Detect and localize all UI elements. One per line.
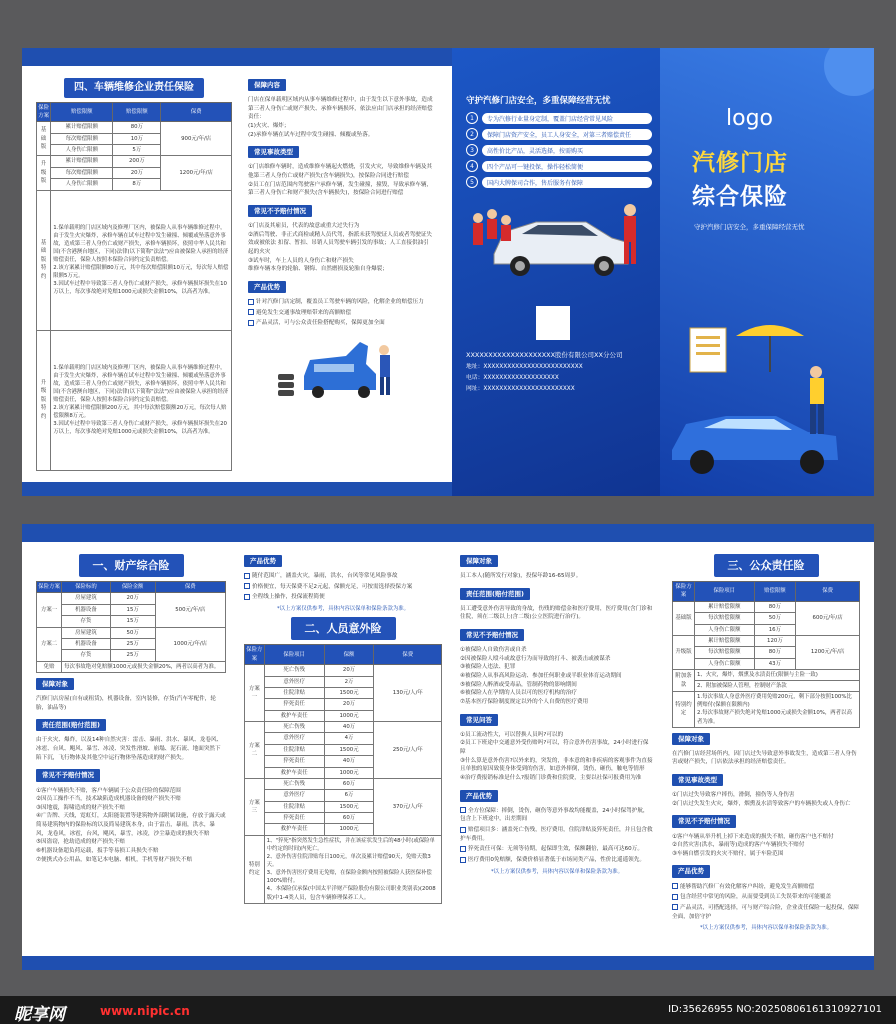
cell: 每次赔偿限额 [695, 613, 755, 624]
disclaimer: *以上方案仅供参考，具体内容以保单和保险条款为准。 [490, 868, 624, 875]
cell: 60万 [324, 778, 374, 789]
address: 地址：XXXXXXXXXXXXXXXXXXXXXXXXX [466, 364, 583, 370]
check-icon [672, 883, 678, 889]
accident-column [244, 550, 442, 950]
cell: 存货 [62, 650, 111, 661]
umbrella-car-illustration [666, 320, 852, 490]
cover-subtitle: 守护汽修门店安全，多重保障经营无忧 [694, 223, 805, 231]
special-terms: 1.每次事故人身意外医疗费用免赔200元，剩下部分按照100%比例赔付(保额在限额内) 2.每次事故财产损失绝对免赔1000元或损失金额10%，两者以高者为准。 [695, 692, 860, 727]
public-liability-column [672, 550, 860, 950]
section-title: 三、公众责任险 [714, 554, 819, 577]
property-column [36, 550, 226, 950]
feature-item [466, 112, 652, 124]
feature-item [466, 160, 652, 172]
cell: 60万 [324, 813, 374, 824]
plan-name: 基础版 [37, 122, 51, 156]
feature-item [466, 128, 652, 140]
number-badge: 1 [466, 112, 478, 124]
check-icon [672, 904, 678, 910]
cell: 40万 [324, 722, 374, 733]
cell: 15万 [110, 604, 155, 615]
cell: 4万 [324, 733, 374, 744]
content-text: 门店在保单载明区域内从事车辆维修过程中，由于发生以下意外事故，造成第三者人身伤亡或财产损失、承修车辆损坏，依法应由门店承担的经济赔偿责任： (1)火灾、爆炸； (2)承修车辆在试车过程中发生碰撞、倾覆或坠落。 [248, 97, 433, 138]
special-terms: 1.保单载明的门店区域内及修理厂区内，被保险人从事车辆维修过程中，由于发生火灾爆炸，承修车辆在试车过程中发生碰撞、倾覆或坠落意外事故，造成第三者人身伤亡或财产损失，承修车辆损坏，依照中华人民共和国(不含港澳台地区，下同)法律(以下简称"法法")应由被保险人承担的经济赔偿责任，保险人按照本保险合同约定负责赔偿。 2.该方案累计赔偿限额200万元，其中每次赔偿限额20万元，每次每人赔偿限额8万元。 3.因试车过程中导致第三者人身伤亡或财产损失，承修车辆损坏损失在20万以上，每次事故绝对免赔1000元或损失金额10%，以高者为准。 [51, 330, 232, 470]
advantage-item [460, 856, 654, 865]
cell: 10万 [113, 133, 161, 144]
section-heading: 常见问答 [460, 714, 498, 726]
deco-circle [824, 48, 874, 96]
advantage-text: 全方位保障：摔倒，烫伤，砸伤等意外事故均能覆盖，24小时保驾护航，包含上下班途中，出差期间 [460, 807, 649, 823]
cell: 住院津贴 [264, 801, 324, 812]
cell: 20万 [324, 699, 374, 710]
advantage-text: 价格便宜，每天保费不足2元起，保额充足，可按需选择投保方案 [252, 583, 413, 590]
cell: 意外医疗 [264, 790, 324, 801]
clause: 1、火灾，爆炸，烟熏及水渍责任(限额与主险一致) [695, 670, 860, 681]
cases-text: ①门店过失导致客户摔伤，滑倒，撞伤等人身伤害 ②门店过失发生火灾，爆炸，烟熏及水渍等致客户的车辆损失或人身伤亡 [672, 792, 851, 807]
cell: 累计赔偿限额 [51, 122, 113, 133]
cell: 意外医疗 [264, 733, 324, 744]
cover-car-illustration [466, 192, 646, 288]
image-id: ID:35626955 NO:20250806161310927101 [668, 1004, 882, 1015]
advantage-text: 赔偿项目多：涵盖死亡伤残，医疗费用，住院津贴及猝死责任，并且包含救护车费用。 [460, 827, 653, 842]
cover-left [466, 94, 652, 392]
advantage-text: 避免发生交通事故理赔带来的高额赔偿 [256, 309, 352, 316]
number-badge: 4 [466, 160, 478, 172]
cell: 每次赔偿限额 [51, 133, 113, 144]
th: 保险方案 [673, 582, 695, 602]
faq-text: ①员工流动性大，可以替换人员吗?可以的 ②员工下班途中交通意外受伤赔吗?可以，符合意外伤害事故，24小时进行保障 ③什么算是意外伤害?以外来的，突发的，非本意的和非疾病的客观事件为直接且单独的原因致使身体受到的伤害，如意外摔倒，烫伤，砸伤，触电等情形 ④治疗费报销标准是什么?报销门诊费和住院费，主要以社保可报费用为准 [460, 731, 653, 782]
feature-item [466, 176, 652, 188]
section-heading: 产品优势 [672, 865, 710, 877]
cell: 救护车责任 [264, 767, 324, 778]
check-icon [244, 594, 250, 600]
cell: 120万 [754, 635, 796, 646]
th: 保险标的 [62, 582, 111, 593]
feature-item [466, 144, 652, 156]
section-heading: 常见不予赔付情况 [36, 769, 100, 781]
bottom-band [22, 956, 874, 970]
fee: 500元/年/店 [155, 593, 225, 627]
cell: 40万 [324, 756, 374, 767]
website: 网址：XXXXXXXXXXXXXXXXXXXXXXX [466, 386, 575, 392]
feature-text: 高性价比产品，灵活选择，按需购买 [482, 145, 652, 156]
company-name: XXXXXXXXXXXXXXXXXXXX股份有限公司XX分公司 [466, 351, 623, 359]
fee: 130元/人/年 [374, 665, 442, 722]
advantage-text: 针对汽修门店定制，覆盖员工驾驶车辆的风险，化解企业的赔偿压力 [256, 299, 424, 306]
cell: 人身伤亡限额 [695, 658, 755, 669]
advantage-item [244, 593, 442, 602]
cell: 救护车责任 [264, 710, 324, 721]
cell: 20万 [113, 167, 161, 178]
cell: 5万 [113, 145, 161, 156]
cell: 43万 [754, 658, 796, 669]
cell: 15万 [110, 616, 155, 627]
section-heading: 保障对象 [460, 555, 498, 567]
cell: 2万 [324, 676, 374, 687]
feature-text: 四个产品可一键投保，操作轻松简便 [482, 161, 652, 172]
cell: 住院津贴 [264, 744, 324, 755]
number-badge: 5 [466, 176, 478, 188]
cell: 80万 [754, 601, 796, 612]
cell: 1500元 [324, 801, 374, 812]
cover-title-line1: 汽修门店 [692, 150, 788, 176]
th: 赔偿限额 [754, 582, 796, 602]
th: 保费 [161, 102, 232, 122]
check-icon [244, 573, 250, 579]
cell: 累计赔偿限额 [51, 156, 113, 167]
property-table [36, 581, 226, 673]
plan-name: 升级版 [37, 156, 51, 190]
th: 保险方案 [37, 582, 62, 593]
section-title: 二、人员意外险 [291, 617, 396, 640]
watermark-bar [0, 996, 896, 1024]
check-icon [248, 299, 254, 305]
th: 保险项目 [695, 582, 755, 602]
cell: 1500元 [324, 687, 374, 698]
advantage-text: 能够帮助汽修厂有效化解客户纠纷，避免发生高额赔偿 [680, 883, 815, 890]
th: 赔偿限额 [113, 102, 161, 122]
fee: 1200元/年/店 [161, 156, 232, 190]
plan-name: 基础版 [673, 601, 695, 635]
advantage-item [460, 826, 654, 843]
plan-name: 特别约定 [673, 692, 695, 727]
public-liability-table [672, 581, 860, 728]
mechanic-car-illustration [276, 330, 406, 400]
fee: 250元/人/年 [374, 722, 442, 779]
advantage-item [248, 309, 434, 318]
section-heading: 责任范围(赔付范围) [460, 588, 530, 600]
phone: 电话：XXXXXXXXXXXXXXXXXXX [466, 375, 559, 381]
advantage-item [672, 893, 860, 902]
exclusion-text: ①门店及其雇员，代表的故意或重大过失行为 ②酒后驾驶、非正式商检或精人员代驾，指派未获驾驶证人员或者驾驶证失效或被依法 扣留、暂扣、吊销人员驾驶车辆引发的事故；人工直接供油引起的火灾 ③试车时，车上人员的人身伤亡和财产损失 维修车辆本身的轮胎、钢悔、自然磨损及轮胎自身爆裂； [248, 223, 433, 273]
check-icon [460, 857, 466, 863]
object-text: 员工本人(随所发行对象)，投保年龄16-65周岁。 [460, 573, 582, 580]
cell: 6万 [324, 790, 374, 801]
cell: 1000元 [324, 710, 374, 721]
exclusion-text: ①被保险人自致伤害或自杀 ②因被保险人殴斗或故意行为而导致的打斗、被袭击或被谋杀 ③被保险人违法、犯罪 ④被保险人从事高风险运动、参加任何职业或半职业体育运动期间 ⑤被保险人醉酒或受毒品，管制药物的影响期间 ⑥被保险人在孕期的人员以可的医疗机构的治疗 ⑦基本医疗保险制度规定以外的个人自费的医疗费用 [460, 647, 622, 706]
section-heading: 常见事故类型 [248, 146, 299, 158]
cell: 50万 [110, 627, 155, 638]
advantage-item [244, 583, 442, 592]
section-heading: 常见不予赔付情况 [460, 629, 524, 641]
object-text: 在汽修门店经营场所内，因门店过失导致意外事故发生，造成第三者人身伤害或财产损失，门店依法承担的经济赔偿责任。 [672, 750, 857, 766]
section-heading: 责任范围(赔付范围) [36, 719, 106, 731]
disclaimer: *以上方案仅供参考，具体内容以保单和保险条款为准。 [699, 925, 833, 932]
cell: 意外医疗 [264, 676, 324, 687]
cell: 猝死责任 [264, 699, 324, 710]
cell: 25万 [110, 650, 155, 661]
exclusion-text: ①客户车辆从举升机上掉下来造成的损失不赔，砸伤客户也不赔付 ②自然灾害(洪水，暴雨等)造成的客户车辆损失不赔付 ③车辆自燃引发的火灾不赔付，属于车险范围 [672, 833, 834, 857]
cell: 25万 [110, 638, 155, 649]
number-badge: 3 [466, 144, 478, 156]
plan-name: 附加条款 [673, 670, 695, 692]
disclaimer: *以上方案仅供参考，具体内容以保单和保险条款为准。 [276, 606, 410, 613]
section-heading: 产品优势 [460, 790, 498, 802]
advantage-item [460, 845, 654, 854]
cases-text: ①门店维修车辆时，造成维修车辆起火燃烧，引发火灾，导致维修车辆及其他第三者人身伤亡或财产损失(含车辆损失)，按保险合同进行赔偿 ②员工在门店范围内驾驶客户承修车辆，发生碰撞，撞毁，导致承修车辆，第三者人身伤亡和财产损失(含车辆损失)，按保险合同进行赔偿 [248, 164, 433, 197]
th: 保险项目 [264, 645, 324, 665]
advantage-text: 产品灵活，可搭配选择，可与财产综合险，企业责任保险一起投保，保障全面，加倍守护 [672, 904, 860, 920]
top-band [22, 524, 874, 542]
cell: 80万 [113, 122, 161, 133]
check-icon [672, 894, 678, 900]
cell: 死亡伤残 [264, 722, 324, 733]
cell: 死亡伤残 [264, 778, 324, 789]
advantage-item [672, 883, 860, 892]
cell: 20万 [110, 593, 155, 604]
section-heading: 保障内容 [248, 79, 286, 91]
liability-detail-column [248, 74, 434, 476]
advantage-text: 包含经营中常见的风险，从而要受到员工失误带来的可能覆盖 [680, 894, 832, 901]
section-title: 一、财产综合险 [79, 554, 184, 577]
advantage-text: 全程线上操作，投保流程简便 [252, 594, 325, 601]
check-icon [460, 827, 466, 833]
plan-name: 升级版特约 [37, 330, 51, 470]
cell: 猝死责任 [264, 813, 324, 824]
brochure-outer-side [22, 48, 874, 496]
section-heading: 产品优势 [244, 555, 282, 567]
fee: 600元/年/店 [796, 601, 860, 635]
exclusion-text: ①客户车辆损失不赔，客户车辆属于公众责任险的保障范围 ②因员工操作不当，技术缺陷造成机器设备的财产损失不赔 ③因地震，海啸造成的财产损失不赔 ④广告牌、天线，霓虹灯，太阳能装置等建筑物外部附属设施，存放于露天或简易建筑物内的保险标的以及简易建筑本身，由于雷击，暴雨，洪水，暴风，龙卷风，冰雹，台风，飓风，暴雪，冰凌，沙尘暴造成的损失不赔 ⑤因盗窃，抢劫造成的财产损失不赔 ⑥机器设备超负荷运载，扳手等易损工具损失不赔 ⑦便携式办公用品，如笔记本电脑、相机，手机等财产损失不赔 [36, 787, 226, 863]
cell: 房屋建筑 [62, 593, 111, 604]
check-icon [248, 320, 254, 326]
cell: 人身伤亡限额 [51, 145, 113, 156]
section-heading: 产品优势 [248, 281, 286, 293]
cell: 1500元 [324, 744, 374, 755]
cell: 猝死责任 [264, 756, 324, 767]
th: 保险方案 [37, 102, 51, 122]
plan-name: 方案二 [37, 627, 62, 661]
section-heading: 常见不予赔付情况 [248, 205, 312, 217]
cell: 死亡伤残 [264, 665, 324, 676]
th: 保险金额 [110, 582, 155, 593]
accident-detail-column [460, 550, 654, 950]
section-heading: 常见事故类型 [672, 774, 723, 786]
watermark-brand: 昵享网 [14, 1005, 65, 1024]
section-heading: 保障对象 [672, 733, 710, 745]
plan-name: 升级版 [673, 635, 695, 669]
cell: 16万 [754, 624, 796, 635]
plan-name: 基础版特约 [37, 190, 51, 330]
scope-text: 由于火灾、爆炸，以及14种自然灾害：雷击、暴雨、洪水、暴风、龙卷风、冰雹、台风、飓风、暴雪、冰凌、突发性滑坡、崩塌、泥石流、地面突然下陷下沉，飞行物体及其他空中运行物体坠落造成的财产损失。 [36, 737, 223, 761]
cell: 人身伤亡限额 [695, 624, 755, 635]
logo: logo [726, 106, 773, 131]
plan-name: 方案一 [37, 593, 62, 627]
advantage-item [244, 572, 442, 581]
cell: 20万 [324, 665, 374, 676]
cell: 人身伤亡限额 [51, 179, 113, 190]
cell: 累计赔偿限额 [695, 635, 755, 646]
liability-column [36, 74, 232, 476]
plan-name: 免赔 [37, 661, 62, 672]
fee: 900元/年/店 [161, 122, 232, 156]
cell: 机器设备 [62, 604, 111, 615]
section-heading: 常见不予赔付情况 [672, 815, 736, 827]
check-icon [244, 583, 250, 589]
number-badge: 2 [466, 128, 478, 140]
feature-text: 专为汽修行业量身定制，覆盖门店经营常见风险 [482, 113, 652, 124]
advantage-text: 产品灵活，可与公众责任险搭配购买，保障更加全面 [256, 320, 385, 327]
cover-title-line2: 综合保险 [692, 184, 788, 210]
advantage-item [460, 807, 654, 824]
cell: 每次赔偿限额 [695, 647, 755, 658]
section-title: 四、车辆维修企业责任保险 [64, 78, 204, 98]
cell: 50万 [754, 613, 796, 624]
advantage-item [248, 298, 434, 307]
fee: 1000元/年/店 [155, 627, 225, 661]
fee: 370元/人/年 [374, 778, 442, 835]
clause: 2、附加被保险人管理，控制财产条款 [695, 681, 860, 692]
cell: 200万 [113, 156, 161, 167]
plan-name: 方案二 [245, 722, 265, 779]
th: 保费 [796, 582, 860, 602]
advantage-text: 医疗费用0免赔额，保费价格显著低于市场同类产品，性价比遥遥领先。 [468, 857, 645, 864]
cell: 存货 [62, 616, 111, 627]
plan-name: 特别约定 [245, 835, 265, 903]
cell: 救护车责任 [264, 824, 324, 835]
check-icon [248, 309, 254, 315]
scope-text: 员工遭受意外伤害导致的身故，伤残的赔偿金和医疗费用，医疗费用(含门诊和住院，须在二级以上(含二级)公立医院进行治疗)。 [460, 605, 653, 621]
feature-text: 国内大牌保司合作，售后服务有保障 [482, 177, 652, 188]
check-icon [460, 807, 466, 813]
th: 保险方案 [245, 645, 265, 665]
special-terms: 1.保单载明的门店区域内及修理厂区内，被保险人从事车辆维修过程中，由于发生火灾爆炸，承修车辆在试车过程中发生碰撞、倾覆或坠落意外事故，造成第三者人身伤亡或财产损失，承修车辆损坏，依照中华人民共和国(不含港澳台地区，下同)法律(以下简称"法法")应由被保险人承担的经济赔偿责任，保险人按照本保险合同约定负责赔偿。 2.该方案累计赔偿限额80万元，其中每次赔偿限额10万元，每次每人赔偿限额5万元。 3.因试车过程中导致第三者人身伤亡或财产损失，承修车辆损坏损失在10万以上，每次事故绝对免赔1000元或损失金额10%，以高者为准。 [51, 190, 232, 330]
fee: 1200元/年/店 [796, 635, 860, 669]
check-icon [460, 846, 466, 852]
object-text: 汽修门店房屋(自有或租赁)，机器设备，室内装修，存货(汽车零配件，轮胎，油品等) [36, 696, 216, 711]
cell: 1000元 [324, 767, 374, 778]
plan-name: 方案三 [245, 778, 265, 835]
qr-code-placeholder [536, 306, 570, 340]
cover-right [660, 48, 874, 496]
watermark-url: www.nipic.cn [100, 1004, 190, 1018]
th: 保费 [155, 582, 225, 593]
advantage-item [672, 904, 860, 921]
advantage-text: 随付范围广，涵盖火灾，暴雨，洪水，台风等常见风险事故 [252, 573, 398, 580]
th: 保费 [374, 645, 442, 665]
advantage-item [248, 319, 434, 328]
cell: 每次赔偿限额 [51, 167, 113, 178]
cell: 累计赔偿限额 [695, 601, 755, 612]
th: 赔偿限额 [51, 102, 113, 122]
th: 保额 [324, 645, 374, 665]
cell: 房屋建筑 [62, 627, 111, 638]
liability-table [36, 102, 232, 471]
cell: 住院津贴 [264, 687, 324, 698]
feature-text: 保障门店资产安全，员工人身安全，对第三者赔偿责任 [482, 129, 652, 140]
section-heading: 保障对象 [36, 678, 74, 690]
cell: 80万 [754, 647, 796, 658]
cell: 机器设备 [62, 638, 111, 649]
accident-table [244, 644, 442, 903]
brochure-inner-side [22, 524, 874, 970]
slogan: 守护汽修门店安全，多重保障经营无忧 [466, 96, 611, 106]
special-terms: 1、"猝死"指突然发生急性症状，并在该症状发生后的48小时(或保险单中约定的时间)内死亡。 2、意外伤害住院津贴每日100元，单次及累计赔偿90天，免赔天数3天。 3、意外伤害医疗费用无免赔，在保险金额内按照被保险人获医保补偿100%赔付。 4、本保险仅承保(中国太平洋财产保险股份有限公司职业类别表)(2008版)中1-4类人员，包含车辆修理保养工人。 [264, 835, 441, 903]
advantage-text: 猝死责任可保：无须等待期，起保即生效，保额翻倍，最高可达60万。 [468, 846, 643, 853]
deductible: 每次事故绝对免赔额1000元或损失金额20%，两者以高者为准。 [62, 661, 226, 672]
cover-panel [452, 48, 874, 496]
cell: 8万 [113, 179, 161, 190]
cell: 1000元 [324, 824, 374, 835]
plan-name: 方案一 [245, 665, 265, 722]
